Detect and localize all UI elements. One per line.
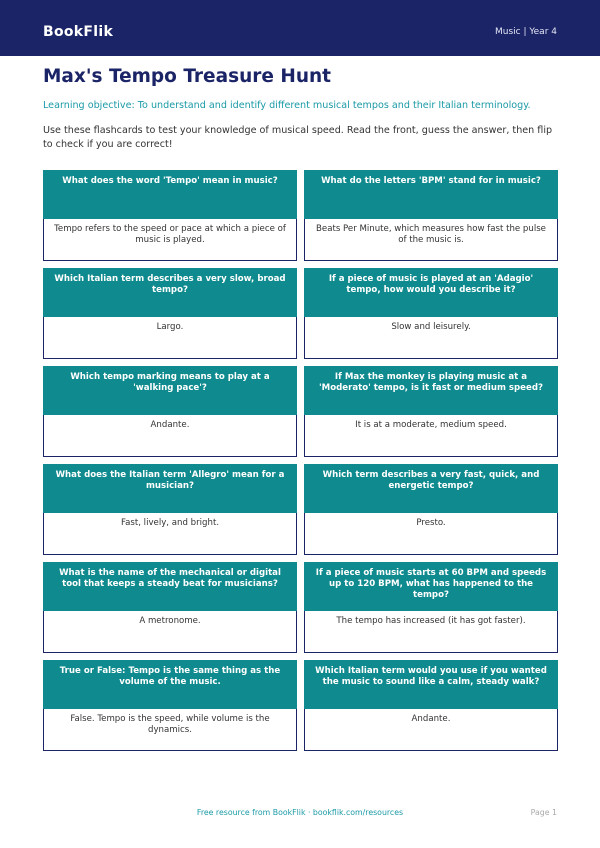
flashcard-question: If a piece of music starts at 60 BPM and speeds up to 120 BPM, what has happened to the tempo? bbox=[304, 562, 558, 611]
flashcard-answer: Fast, lively, and bright. bbox=[43, 513, 297, 555]
flashcard-answer: Andante. bbox=[304, 709, 558, 751]
flashcard-answer: Presto. bbox=[304, 513, 558, 555]
flashcard-answer: Andante. bbox=[43, 415, 297, 457]
flashcard[interactable] bbox=[43, 660, 297, 751]
flashcard-question: Which Italian term would you use if you wanted the music to sound like a calm, steady walk? bbox=[304, 660, 558, 709]
flashcard-question: What does the Italian term 'Allegro' mean for a musician? bbox=[43, 464, 297, 513]
flashcard[interactable] bbox=[304, 170, 558, 261]
flashcard-answer: Beats Per Minute, which measures how fast the pulse of the music is. bbox=[304, 219, 558, 261]
flashcard[interactable] bbox=[304, 562, 558, 653]
footer-link[interactable]: Free resource from BookFlik · bookflik.com/resources bbox=[196, 808, 404, 817]
flashcard-question: What does the word 'Tempo' mean in music? bbox=[43, 170, 297, 219]
brand-logo[interactable]: BookFlik bbox=[43, 24, 114, 40]
flashcard-question: What is the name of the mechanical or digital tool that keeps a steady beat for musicians? bbox=[43, 562, 297, 611]
learning-objective: Learning objective: To understand and identify different musical tempos and their Italian terminology. bbox=[43, 100, 531, 111]
flashcard-answer: The tempo has increased (it has got faster). bbox=[304, 611, 558, 653]
flashcard-question: Which term describes a very fast, quick, and energetic tempo? bbox=[304, 464, 558, 513]
flashcard-answer: Largo. bbox=[43, 317, 297, 359]
flashcard[interactable] bbox=[304, 464, 558, 555]
subject-label: Music | Year 4 bbox=[494, 27, 557, 37]
flashcard[interactable] bbox=[304, 366, 558, 457]
page-title: Max's Tempo Treasure Hunt bbox=[43, 66, 332, 87]
flashcard-answer: Tempo refers to the speed or pace at which a piece of music is played. bbox=[43, 219, 297, 261]
flashcard[interactable] bbox=[43, 366, 297, 457]
flashcard-answer: Slow and leisurely. bbox=[304, 317, 558, 359]
flashcard[interactable] bbox=[304, 268, 558, 359]
flashcard[interactable] bbox=[43, 268, 297, 359]
intro-text: Use these flashcards to test your knowledge of musical speed. Read the front, guess the answer, then flip to check if you are correct! bbox=[43, 125, 553, 150]
flashcard[interactable] bbox=[43, 562, 297, 653]
flashcard-answer: It is at a moderate, medium speed. bbox=[304, 415, 558, 457]
flashcard-question: If Max the monkey is playing music at a 'Moderato' tempo, is it fast or medium speed? bbox=[304, 366, 558, 415]
flashcard-question: Which tempo marking means to play at a 'walking pace'? bbox=[43, 366, 297, 415]
flashcard-answer: False. Tempo is the speed, while volume is the dynamics. bbox=[43, 709, 297, 751]
page-number: Page 1 bbox=[530, 808, 557, 817]
flashcard[interactable] bbox=[43, 170, 297, 261]
flashcard-question: True or False: Tempo is the same thing as the volume of the music. bbox=[43, 660, 297, 709]
flashcard[interactable] bbox=[304, 660, 558, 751]
flashcard-question: Which Italian term describes a very slow, broad tempo? bbox=[43, 268, 297, 317]
header-bar bbox=[0, 0, 600, 56]
flashcard-question: If a piece of music is played at an 'Adagio' tempo, how would you describe it? bbox=[304, 268, 558, 317]
flashcard-question: What do the letters 'BPM' stand for in music? bbox=[304, 170, 558, 219]
flashcard-grid bbox=[43, 170, 558, 751]
flashcard[interactable] bbox=[43, 464, 297, 555]
flashcard-answer: A metronome. bbox=[43, 611, 297, 653]
